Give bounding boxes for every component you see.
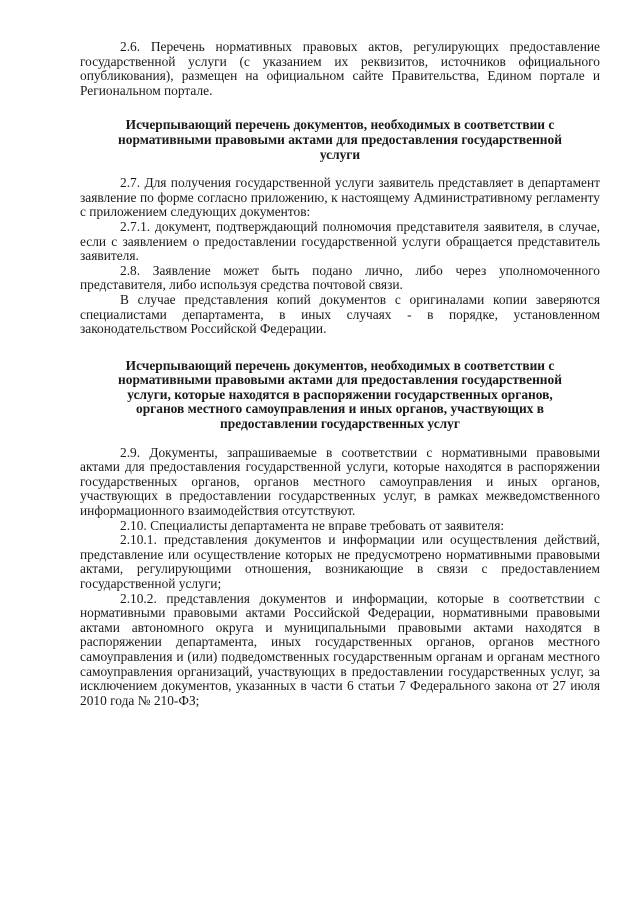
section-heading-interagency-documents: Исчерпывающий перечень документов, необходимых в соответствии с нормативными правовыми актами для предоставления государственной услуги, которые находятся в распоряжении государственных органов, органов местного самоуправления и иных органов, участвующих в предоставлении государственных услуг — [118, 357, 562, 432]
paragraph-2-8: 2.8. Заявление может быть подано лично, либо через уполномоченного представителя, либо используя средства почтовой связи. — [80, 262, 600, 293]
paragraph-2-7: 2.7. Для получения государственной услуги заявитель представляет в департамент заявление по форме согласно приложению, к настоящему Административному регламенту с приложением следующих документов: — [80, 175, 600, 220]
paragraph-2-9: 2.9. Документы, запрашиваемые в соответствии с нормативными правовыми актами для предоставления государственной услуги, которые находятся в распоряжении государственных органов, органов местного самоуправления и иных органов, участвующих в предоставлении государственных услуг, в рамках межведомственного информационного взаимодействия отсутствуют. — [80, 444, 600, 519]
document-page — [80, 40, 600, 708]
section-heading-documents: Исчерпывающий перечень документов, необходимых в соответствии с нормативными правовыми актами для предоставления государственной услуги — [118, 117, 562, 162]
paragraph-2-10: 2.10. Специалисты департамента не вправе требовать от заявителя: — [120, 517, 505, 533]
paragraph-2-7-1: 2.7.1. документ, подтверждающий полномочия представителя заявителя, в случае, если с заявлением о предоставлении государственной услуги обращается представитель заявителя. — [80, 218, 600, 264]
paragraph-2-10-2: 2.10.2. представления документов и информации, которые в соответствии с нормативными правовыми актами Российской Федерации, нормативными правовыми актами автономного округа и муниципальными правовыми актами находятся в распоряжении департамента, иных государственных органов, органов местного самоуправления и (или) подведомственных государственным органам и органам местного самоуправления организаций, участвующих в предоставлении государственных услуг, за исключением документов, указанных в части 6 статьи 7 Федерального закона от 27 июля 2010 года № 210-ФЗ; — [80, 590, 600, 708]
paragraph-2-6: 2.6. Перечень нормативных правовых актов, регулирующих предоставление государственной услуги (с указанием их реквизитов, источников официального опубликования), размещен на официальном сайте Правительства, Едином портале и Региональном портале. — [80, 39, 600, 98]
paragraph-2-10-1: 2.10.1. представления документов и информации или осуществления действий, представление или осуществление которых не предусмотрено нормативными правовыми актами, регулирующими отношения, возникающие в связи с предоставлением государственной услуги; — [80, 532, 600, 591]
paragraph-copies: В случае представления копий документов с оригиналами копии заверяются специалистами департамента, в иных случаях - в порядке, установленном законодательством Российской Федерации. — [80, 291, 600, 337]
